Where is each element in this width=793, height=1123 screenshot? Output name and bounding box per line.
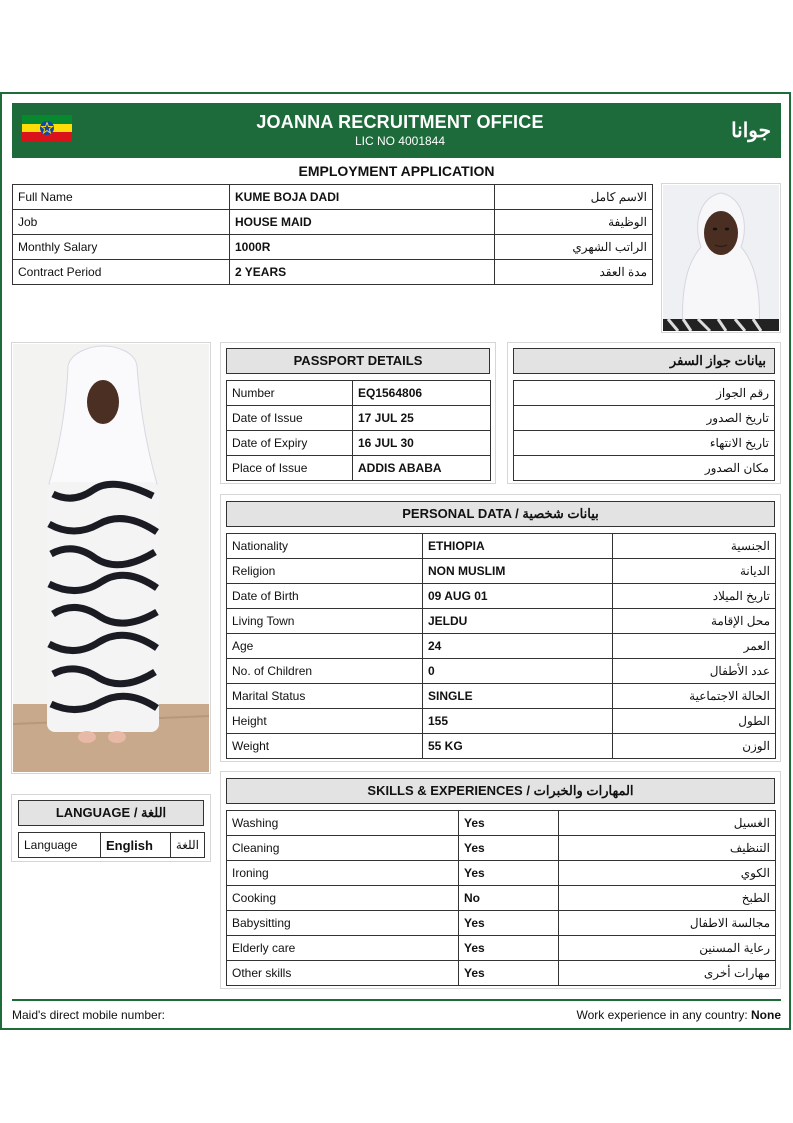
table-row <box>13 185 653 210</box>
passport-table <box>226 380 491 481</box>
row-label-arabic: الحالة الاجتماعية <box>613 684 776 709</box>
table-row <box>227 861 776 886</box>
table-row <box>227 734 776 759</box>
row-label-arabic: مهارات أخرى <box>559 961 776 986</box>
table-row <box>227 684 776 709</box>
personal-data-table <box>226 533 776 759</box>
skills-title: SKILLS & EXPERIENCES / المهارات والخبرات <box>226 778 775 804</box>
full-body-photo <box>13 344 209 772</box>
row-label-arabic: رقم الجواز <box>514 381 775 406</box>
table-row <box>514 456 775 481</box>
row-value: 24 <box>423 634 613 659</box>
row-value: 1000R <box>230 235 495 260</box>
row-label: No. of Children <box>227 659 423 684</box>
passport-title: PASSPORT DETAILS <box>226 348 490 374</box>
ethiopia-flag-icon <box>22 115 72 141</box>
row-value: NON MUSLIM <box>423 559 613 584</box>
table-row <box>13 260 653 285</box>
table-row <box>514 381 775 406</box>
row-value: Yes <box>459 811 559 836</box>
agency-title: JOANNA RECRUITMENT OFFICE <box>256 112 544 132</box>
row-label-arabic: الطول <box>613 709 776 734</box>
row-label-arabic: الوظيفة <box>495 210 653 235</box>
row-label: Job <box>13 210 230 235</box>
table-row <box>227 911 776 936</box>
row-label: Contract Period <box>13 260 230 285</box>
row-label: Height <box>227 709 423 734</box>
table-row <box>19 833 205 858</box>
application-title: EMPLOYMENT APPLICATION <box>298 163 495 179</box>
table-row <box>227 836 776 861</box>
row-value: 55 KG <box>423 734 613 759</box>
row-label-arabic: الكوي <box>559 861 776 886</box>
row-label-arabic: محل الإقامة <box>613 609 776 634</box>
row-label-arabic: الغسيل <box>559 811 776 836</box>
language-title: LANGUAGE / اللغة <box>18 800 204 826</box>
row-label: Weight <box>227 734 423 759</box>
mobile-number-label: Maid's direct mobile number: <box>12 1008 166 1022</box>
table-row <box>227 609 776 634</box>
work-experience-label: Work experience in any country: <box>576 1008 748 1022</box>
row-value: 17 JUL 25 <box>353 406 491 431</box>
row-label: Nationality <box>227 534 423 559</box>
license-number: LIC NO 4001844 <box>354 134 446 148</box>
row-label-arabic: الجنسية <box>613 534 776 559</box>
row-label: Cooking <box>227 886 459 911</box>
language-value: English <box>101 833 171 858</box>
portrait-photo <box>663 185 779 331</box>
row-value: Yes <box>459 961 559 986</box>
table-row <box>227 659 776 684</box>
row-value: Yes <box>459 836 559 861</box>
row-label-arabic: عدد الأطفال <box>613 659 776 684</box>
skills-table <box>226 810 776 986</box>
row-label: Cleaning <box>227 836 459 861</box>
row-label-arabic: مكان الصدور <box>514 456 775 481</box>
row-label: Marital Status <box>227 684 423 709</box>
row-label-arabic: التنظيف <box>559 836 776 861</box>
work-experience-line <box>576 1008 781 1022</box>
table-row <box>227 961 776 986</box>
row-label: Religion <box>227 559 423 584</box>
row-label: Full Name <box>13 185 230 210</box>
table-row <box>227 634 776 659</box>
row-label-arabic: الطبخ <box>559 886 776 911</box>
table-row <box>514 431 775 456</box>
row-value: 09 AUG 01 <box>423 584 613 609</box>
row-label-arabic: تاريخ الصدور <box>514 406 775 431</box>
row-value: SINGLE <box>423 684 613 709</box>
personal-data-title: PERSONAL DATA / بيانات شخصية <box>226 501 775 527</box>
row-value: No <box>459 886 559 911</box>
row-label: Date of Birth <box>227 584 423 609</box>
row-label: Ironing <box>227 861 459 886</box>
row-value: HOUSE MAID <box>230 210 495 235</box>
row-label: Babysitting <box>227 911 459 936</box>
row-label-arabic: تاريخ الميلاد <box>613 584 776 609</box>
row-label: Living Town <box>227 609 423 634</box>
row-label-arabic: رعاية المسنين <box>559 936 776 961</box>
passport-arabic-table <box>513 380 775 481</box>
row-label: Elderly care <box>227 936 459 961</box>
passport-title-arabic: بيانات جواز السفر <box>513 348 775 374</box>
row-label: Other skills <box>227 961 459 986</box>
row-label: Monthly Salary <box>13 235 230 260</box>
basic-info-table <box>12 184 653 285</box>
row-value: EQ1564806 <box>353 381 491 406</box>
row-value: 2 YEARS <box>230 260 495 285</box>
row-label: Age <box>227 634 423 659</box>
table-row <box>13 235 653 260</box>
footer-divider <box>12 999 781 1001</box>
table-row <box>514 406 775 431</box>
row-value: ETHIOPIA <box>423 534 613 559</box>
work-experience-value: None <box>751 1008 781 1022</box>
table-row <box>227 456 491 481</box>
row-label: Place of Issue <box>227 456 353 481</box>
row-label-arabic: العمر <box>613 634 776 659</box>
row-value: Yes <box>459 936 559 961</box>
language-table <box>18 832 205 858</box>
table-row <box>227 886 776 911</box>
table-row <box>227 584 776 609</box>
row-value: KUME BOJA DADI <box>230 185 495 210</box>
table-row <box>227 381 491 406</box>
row-label-arabic: مجالسة الاطفال <box>559 911 776 936</box>
table-row <box>227 709 776 734</box>
table-row <box>227 534 776 559</box>
table-row <box>227 936 776 961</box>
row-label-arabic: الوزن <box>613 734 776 759</box>
row-label: Washing <box>227 811 459 836</box>
row-value: JELDU <box>423 609 613 634</box>
agency-arabic-name: جوانا <box>731 120 771 142</box>
language-label: Language <box>19 833 101 858</box>
table-row <box>13 210 653 235</box>
row-label-arabic: مدة العقد <box>495 260 653 285</box>
row-value: ADDIS ABABA <box>353 456 491 481</box>
table-row <box>227 431 491 456</box>
language-label-arabic: اللغة <box>171 833 205 858</box>
row-value: 0 <box>423 659 613 684</box>
row-label: Date of Issue <box>227 406 353 431</box>
row-value: Yes <box>459 911 559 936</box>
row-value: Yes <box>459 861 559 886</box>
row-label-arabic: الراتب الشهري <box>495 235 653 260</box>
row-label-arabic: الاسم كامل <box>495 185 653 210</box>
row-label-arabic: تاريخ الانتهاء <box>514 431 775 456</box>
table-row <box>227 406 491 431</box>
row-label: Date of Expiry <box>227 431 353 456</box>
row-value: 16 JUL 30 <box>353 431 491 456</box>
table-row <box>227 811 776 836</box>
table-row <box>227 559 776 584</box>
row-value: 155 <box>423 709 613 734</box>
row-label-arabic: الديانة <box>613 559 776 584</box>
row-label: Number <box>227 381 353 406</box>
